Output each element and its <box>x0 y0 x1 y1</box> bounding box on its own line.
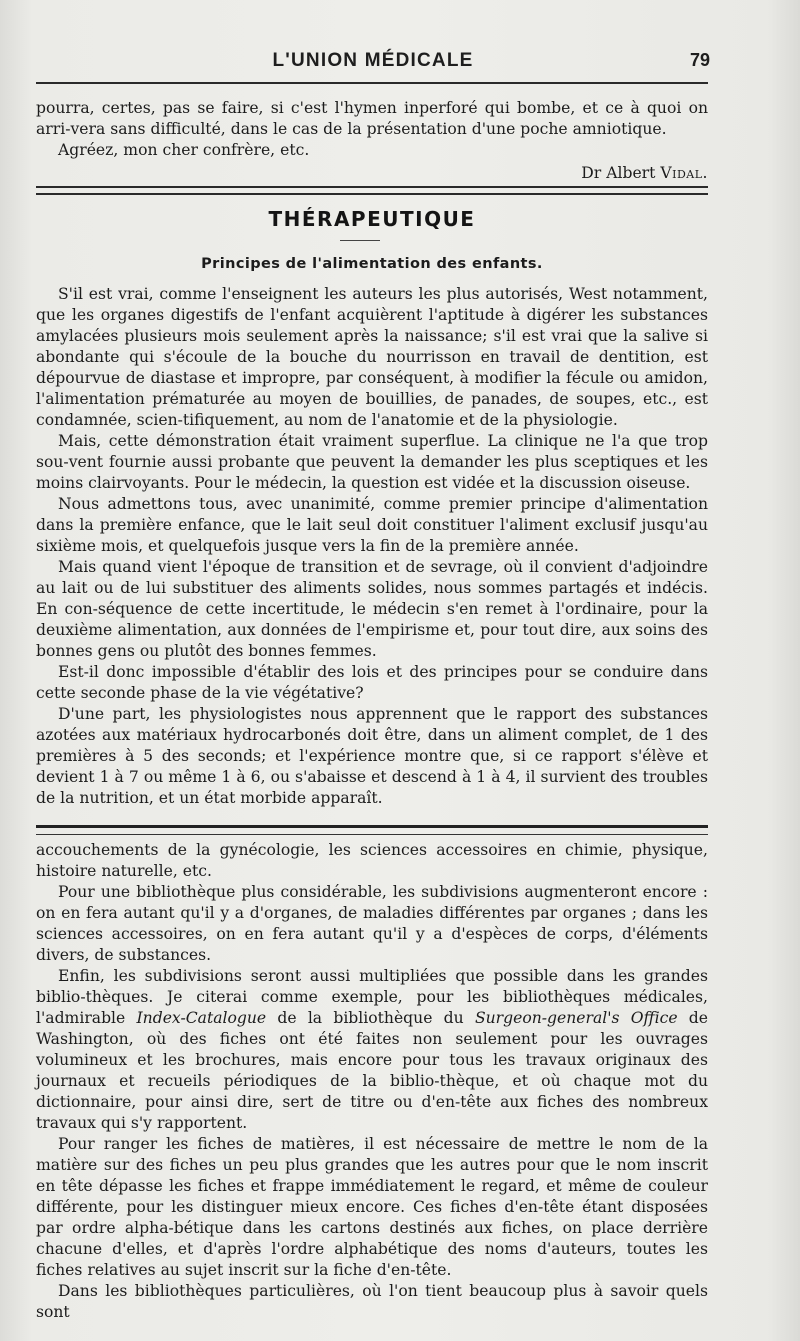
index-catalogue-title: Index-Catalogue <box>136 1009 267 1027</box>
header-rule <box>36 82 708 84</box>
feuilleton-separator-rule <box>36 825 708 835</box>
letter-signature <box>36 163 708 184</box>
letter-closing: Agréez, mon cher confrère, etc. <box>58 141 310 159</box>
signature-name: Vidal. <box>660 164 708 182</box>
text-run: de la bibliothèque du <box>266 1009 475 1027</box>
article-paragraph: Est-il donc impossible d'établir des lois et des principes pour se conduire dans cette seconde phase de la vie végétative? <box>36 663 708 702</box>
feuilleton-paragraph: Pour une bibliothèque plus considérable, les subdivisions augmenteront encore : on en fera autant qu'il y a d'organes, de maladies différentes par organes ; dans les sciences accessoires, on en fera autant qu'il y a d'espèces de corps, d'éléments divers, de substances. <box>36 883 708 964</box>
feuilleton-paragraph: Pour ranger les fiches de matières, il est nécessaire de mettre le nom de la matière sur des fiches un peu plus grandes que les autres pour que le nom inscrit en tête dépasse les fiches et frappe immédiatement le regard, et même de couleur différente, pour les distinguer mieux encore. Ces fiches d'en-tête étant disposées par ordre alpha-bétique dans les cartons destinés aux fiches, on place derrière chacune d'elles, et d'après l'ordre alphabétique des noms d'auteurs, toutes les fiches relatives au sujet inscrit sur la fiche d'en-tête. <box>36 1135 708 1279</box>
article-subtitle: Principes de l'alimentation des enfants. <box>201 256 543 272</box>
section-separator-rule <box>36 186 708 195</box>
section-title: THÉRAPEUTIQUE <box>268 207 476 231</box>
article-paragraph: D'une part, les physiologistes nous apprennent que le rapport des substances azotées aux matériaux hydrocarbonés doit être, dans un aliment complet, de 1 des premières à 5 des seconds; et l'expérience montre que, si ce rapport s'élève et devient 1 à 7 ou même 1 à 6, ou s'abaisse et descend à 1 à 4, il survient des troubles de la nutrition, et un état morbide apparaît. <box>36 705 708 807</box>
letter-ending <box>36 98 708 184</box>
feuilleton-paragraph: accouchements de la gynécologie, les sciences accessoires en chimie, physique, histoire naturelle, etc. <box>36 841 708 880</box>
signature-prefix: Dr Albert <box>581 164 656 182</box>
surgeon-general-office-title: Surgeon-general's Office <box>474 1009 678 1027</box>
text-run: Enfin, les subdivisions seront aussi multipliées que possible dans les grandes biblio-thèques. Je citerai comme exemple, pour les bibliothèques médicales, l'admirable <box>36 967 708 1027</box>
running-header <box>36 50 710 76</box>
article-paragraph: Mais, cette démonstration était vraiment superflue. La clinique ne l'a que trop sou-vent fournie aussi probante que peuvent la demander les plus sceptiques et les moins clairvoyants. Pour le médecin, la question est vidée et la discussion oiseuse. <box>36 432 708 492</box>
article-paragraph: S'il est vrai, comme l'enseignent les auteurs les plus autorisés, West notamment, que les organes digestifs de l'enfant acquièrent l'aptitude à digérer les substances amylacées plusieurs mois seulement après la naissance; s'il est vrai que la salive si abondante qui s'écoule de la bouche du nourrisson en travail de dentition, est dépourvue de diastase et impropre, par conséquent, à modifier la fécule ou amidon, l'alimentation prématurée au moyen de bouillies, de panades, de soupes, etc., est condamnée, scien-tifiquement, au nom de l'anatomie et de la physiologie. <box>36 285 708 429</box>
running-title: L'UNION MÉDICALE <box>272 50 474 71</box>
article-paragraph: Nous admettons tous, avec unanimité, comme premier principe d'alimentation dans la première enfance, que le lait seul doit constituer l'aliment exclusif jusqu'au sixième mois, et quelquefois jusque vers la fin de la première année. <box>36 495 708 555</box>
title-underline <box>340 240 380 241</box>
feuilleton-paragraph: Dans les bibliothèques particulières, où l'on tient beaucoup plus à savoir quels sont <box>36 1282 708 1321</box>
text-run: de Washington, où des fiches ont été faites non seulement pour les ouvrages volumineux et les brochures, mais encore pour tous les travaux originaux des journaux et recueils périodiques de la biblio-thèque, et où chaque mot du dictionnaire, pour ainsi dire, sert de titre ou d'en-tête aux fiches des nombreux travaux qui s'y rapportent. <box>36 1009 709 1132</box>
letter-paragraph: pourra, certes, pas se faire, si c'est l'hymen inperforé qui bombe, et ce à quoi on arri-vera sans difficulté, dans le cas de la présentation d'une poche amniotique. <box>36 99 708 138</box>
feuilleton-paragraph <box>36 966 708 1134</box>
feuilleton-body <box>36 840 708 1323</box>
page-number: 79 <box>689 50 710 70</box>
article-paragraph: Mais quand vient l'époque de transition et de sevrage, où il convient d'adjoindre au lait ou de lui substituer des aliments solides, nous sommes partagés et indécis. En con-séquence de cette incertitude, le médecin s'en remet à l'ordinaire, pour la deuxième alimentation, aux données de l'empirisme et, pour tout dire, aux soins des bonnes gens ou plutôt des bonnes femmes. <box>36 558 708 660</box>
article-body <box>36 284 708 809</box>
